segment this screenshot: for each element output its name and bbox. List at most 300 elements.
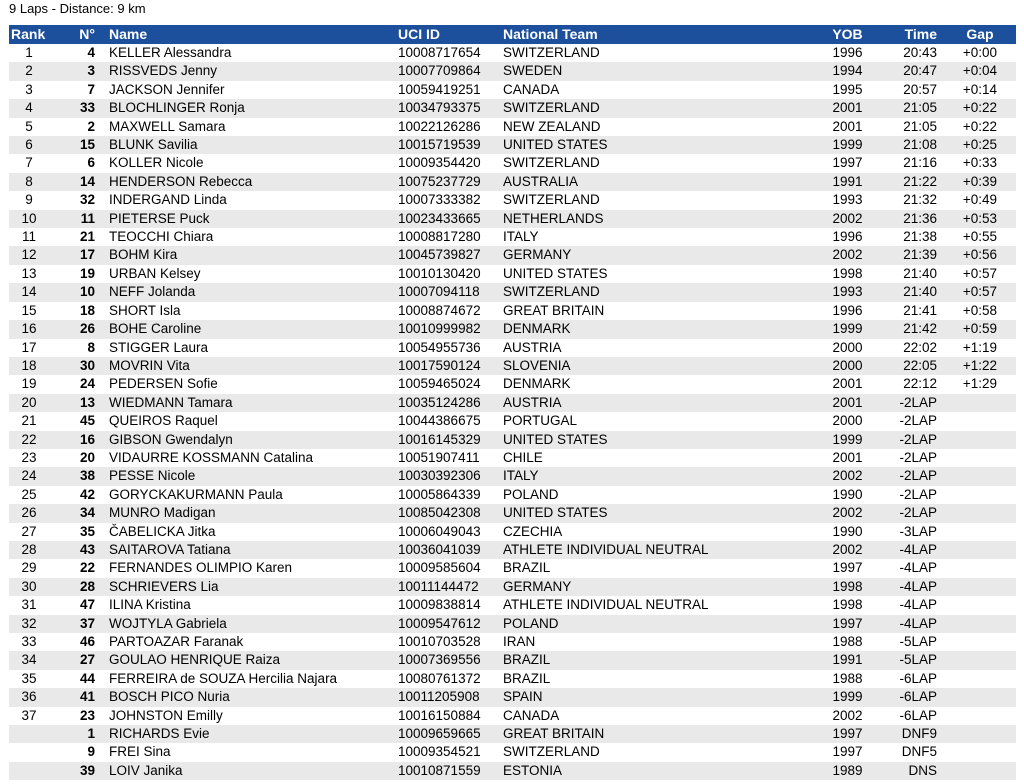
gap-cell: +0:25 <box>962 137 998 153</box>
national-team-cell: PORTUGAL <box>503 413 578 429</box>
time-cell: 21:08 <box>903 137 937 153</box>
uci-id-cell: 10007333382 <box>398 192 481 208</box>
time-cell: -2LAP <box>899 505 937 521</box>
rank-cell: 17 <box>21 339 37 355</box>
rank-cell: 6 <box>25 137 33 153</box>
gap-cell: +0:53 <box>962 210 998 226</box>
bib-cell: 44 <box>79 670 95 686</box>
name-cell: BOHE Caroline <box>109 321 202 337</box>
national-team-cell: GREAT BRITAIN <box>503 726 605 742</box>
rank-cell: 24 <box>21 468 37 484</box>
yob-cell: 1994 <box>832 63 863 79</box>
uci-id-cell: 10009838814 <box>398 597 481 613</box>
national-team-cell: CZECHIA <box>503 523 563 539</box>
time-cell: 22:12 <box>903 376 937 392</box>
name-cell: SHORT Isla <box>109 302 181 318</box>
rank-cell: 13 <box>21 265 37 281</box>
table-row <box>9 707 1016 725</box>
rank-cell: 29 <box>21 560 37 576</box>
time-cell: -6LAP <box>899 670 937 686</box>
gap-cell: +1:29 <box>962 376 998 392</box>
gap-cell <box>944 486 1016 504</box>
national-team-cell: BRAZIL <box>503 652 551 668</box>
national-team-cell: BRAZIL <box>503 560 551 576</box>
time-cell: 21:41 <box>903 302 937 318</box>
header-bib: N° <box>79 26 95 42</box>
time-cell: 20:57 <box>903 81 937 97</box>
time-cell: DNS <box>908 762 937 778</box>
national-team-cell: SWEDEN <box>503 63 563 79</box>
table-row <box>9 596 1016 614</box>
yob-cell: 1999 <box>832 431 863 447</box>
table-row <box>9 118 1016 136</box>
name-cell: TEOCCHI Chiara <box>109 229 214 245</box>
bib-cell: 9 <box>87 744 95 760</box>
name-cell: GOULAO HENRIQUE Raiza <box>109 652 281 668</box>
national-team-cell: IRAN <box>503 634 536 649</box>
table-row <box>9 633 1016 651</box>
rank-cell: 2 <box>25 63 33 79</box>
national-team-cell: BRAZIL <box>503 670 551 686</box>
rank-cell: 12 <box>21 247 37 263</box>
rank-cell: 37 <box>21 707 37 723</box>
uci-id-cell: 10009659665 <box>398 726 481 742</box>
rank-cell: 27 <box>21 523 37 539</box>
header-gap: Gap <box>966 26 994 42</box>
results-table <box>9 25 1016 780</box>
table-row <box>9 228 1016 246</box>
uci-id-cell: 10017590124 <box>398 357 481 373</box>
yob-cell: 1999 <box>832 321 863 337</box>
uci-id-cell: 10016145329 <box>398 431 481 447</box>
uci-id-cell: 10009354420 <box>398 155 481 171</box>
national-team-cell: CANADA <box>503 707 560 723</box>
yob-cell: 1991 <box>832 173 863 189</box>
national-team-cell: SPAIN <box>503 689 543 705</box>
yob-cell: 2002 <box>832 541 863 557</box>
national-team-cell: ATHLETE INDIVIDUAL NEUTRAL <box>503 597 709 613</box>
rank-cell: 36 <box>21 689 37 705</box>
time-cell: -2LAP <box>899 486 937 502</box>
table-header <box>9 25 1016 44</box>
bib-cell: 23 <box>79 707 95 723</box>
gap-cell <box>944 743 1016 761</box>
yob-cell: 2002 <box>832 247 863 263</box>
gap-cell <box>944 467 1016 485</box>
national-team-cell: DENMARK <box>503 321 571 337</box>
yob-cell: 1990 <box>832 523 863 539</box>
bib-cell: 33 <box>79 100 95 116</box>
national-team-cell: UNITED STATES <box>503 265 608 281</box>
gap-cell: +0:39 <box>962 173 998 189</box>
header-national-team: National Team <box>503 26 598 42</box>
national-team-cell: AUSTRIA <box>503 339 562 355</box>
yob-cell: 2002 <box>832 505 863 521</box>
yob-cell: 1996 <box>832 302 863 318</box>
uci-id-cell: 10051907411 <box>398 449 480 465</box>
national-team-cell: ITALY <box>503 468 539 484</box>
time-cell: -2LAP <box>899 468 937 484</box>
national-team-cell: SLOVENIA <box>503 357 571 373</box>
gap-cell <box>944 431 1016 449</box>
bib-cell: 10 <box>79 284 95 300</box>
yob-cell: 1988 <box>832 670 863 686</box>
table-row <box>9 302 1016 320</box>
uci-id-cell: 10045739827 <box>398 247 481 263</box>
name-cell: BLOCHLINGER Ronja <box>109 100 245 116</box>
gap-cell: +0:58 <box>962 302 998 318</box>
yob-cell: 2002 <box>832 468 863 484</box>
uci-id-cell: 10011205908 <box>398 689 480 705</box>
bib-cell: 34 <box>79 505 95 521</box>
time-cell: 21:38 <box>903 229 937 245</box>
yob-cell: 1998 <box>832 597 863 613</box>
yob-cell: 1998 <box>832 578 863 594</box>
bib-cell: 38 <box>79 468 95 484</box>
time-cell: DNF5 <box>901 744 937 760</box>
rank-cell: 21 <box>21 413 37 429</box>
gap-cell: +0:22 <box>962 100 998 116</box>
rank-cell: 15 <box>21 302 37 318</box>
rank-cell: 30 <box>21 578 37 594</box>
time-cell: -4LAP <box>899 615 937 631</box>
bib-cell: 19 <box>79 265 95 281</box>
table-row <box>9 265 1016 283</box>
header-name: Name <box>109 26 148 42</box>
time-cell: -3LAP <box>899 523 937 539</box>
table-row <box>9 320 1016 338</box>
table-row <box>9 578 1016 596</box>
bib-cell: 35 <box>79 523 95 539</box>
yob-cell: 2001 <box>832 118 863 134</box>
table-row <box>9 615 1016 633</box>
yob-cell: 2002 <box>832 210 863 226</box>
yob-cell: 1989 <box>832 762 863 778</box>
rank-cell: 1 <box>25 45 33 60</box>
national-team-cell: CANADA <box>503 81 560 97</box>
uci-id-cell: 10023433665 <box>398 210 481 226</box>
national-team-cell: POLAND <box>503 615 559 631</box>
national-team-cell: NETHERLANDS <box>503 210 604 226</box>
table-row <box>9 725 1016 743</box>
yob-cell: 1997 <box>832 560 863 576</box>
name-cell: FERNANDES OLIMPIO Karen <box>109 560 293 576</box>
national-team-cell: AUSTRALIA <box>503 173 579 189</box>
uci-id-cell: 10005864339 <box>398 486 481 502</box>
name-cell: KELLER Alessandra <box>109 45 232 60</box>
gap-cell <box>944 412 1016 430</box>
time-cell: 21:39 <box>903 247 937 263</box>
table-row <box>9 173 1016 191</box>
name-cell: WOJTYLA Gabriela <box>109 615 227 631</box>
rank-cell: 3 <box>25 81 33 97</box>
time-cell: 21:16 <box>903 155 937 171</box>
rank-cell: 19 <box>21 376 37 392</box>
gap-cell <box>944 578 1016 596</box>
table-row <box>9 283 1016 301</box>
time-cell: 20:47 <box>903 63 937 79</box>
name-cell: ČABELICKA Jitka <box>109 523 216 539</box>
rank-cell <box>9 743 49 761</box>
time-cell: -2LAP <box>899 394 937 410</box>
header-uci-id: UCI ID <box>398 26 440 42</box>
national-team-cell: ITALY <box>503 229 539 245</box>
uci-id-cell: 10035124286 <box>398 394 481 410</box>
name-cell: FERREIRA de SOUZA Hercilia Najara <box>109 670 338 686</box>
national-team-cell: SWITZERLAND <box>503 192 600 208</box>
gap-cell <box>944 523 1016 541</box>
uci-id-cell: 10008817280 <box>398 229 481 245</box>
table-row <box>9 762 1016 780</box>
table-row <box>9 486 1016 504</box>
bib-cell: 32 <box>79 192 95 208</box>
gap-cell: +0:57 <box>962 284 998 300</box>
rank-cell: 7 <box>25 155 33 171</box>
table-row <box>9 81 1016 99</box>
time-cell: -5LAP <box>899 634 937 649</box>
national-team-cell: UNITED STATES <box>503 137 608 153</box>
bib-cell: 26 <box>79 321 95 337</box>
time-cell: -4LAP <box>899 597 937 613</box>
yob-cell: 2000 <box>832 413 863 429</box>
time-cell: -2LAP <box>899 449 937 465</box>
bib-cell: 41 <box>79 689 95 705</box>
gap-cell <box>944 670 1016 688</box>
uci-id-cell: 10007709864 <box>398 63 481 79</box>
rank-cell: 23 <box>21 449 37 465</box>
gap-cell <box>944 596 1016 614</box>
bib-cell: 20 <box>79 449 95 465</box>
bib-cell: 24 <box>79 376 95 392</box>
national-team-cell: SWITZERLAND <box>503 45 600 60</box>
name-cell: NEFF Jolanda <box>109 284 196 300</box>
bib-cell: 16 <box>79 431 95 447</box>
rank-cell: 32 <box>21 615 37 631</box>
table-row <box>9 210 1016 228</box>
gap-cell: +0:59 <box>962 321 998 337</box>
name-cell: GIBSON Gwendalyn <box>109 431 233 447</box>
table-row <box>9 412 1016 430</box>
rank-cell: 20 <box>21 394 37 410</box>
table-row <box>9 688 1016 706</box>
time-cell: -2LAP <box>899 431 937 447</box>
name-cell: HENDERSON Rebecca <box>109 173 253 189</box>
rank-cell: 33 <box>21 634 37 649</box>
bib-cell: 3 <box>87 63 95 79</box>
rank-cell: 26 <box>21 505 37 521</box>
time-cell: 21:05 <box>903 118 937 134</box>
name-cell: BOSCH PICO Nuria <box>109 689 230 705</box>
time-cell: 21:40 <box>903 265 937 281</box>
table-row <box>9 670 1016 688</box>
yob-cell: 2000 <box>832 339 863 355</box>
yob-cell: 2002 <box>832 707 863 723</box>
rank-cell: 16 <box>21 321 37 337</box>
time-cell: 21:05 <box>903 100 937 116</box>
table-row <box>9 431 1016 449</box>
name-cell: FREI Sina <box>109 744 171 760</box>
bib-cell: 28 <box>79 578 95 594</box>
uci-id-cell: 10016150884 <box>398 707 481 723</box>
time-cell: 22:05 <box>903 357 937 373</box>
table-row <box>9 246 1016 264</box>
table-row <box>9 449 1016 467</box>
table-row <box>9 339 1016 357</box>
time-cell: 20:43 <box>903 45 937 60</box>
uci-id-cell: 10009354521 <box>398 744 481 760</box>
gap-cell: +0:22 <box>962 118 998 134</box>
bib-cell: 13 <box>79 394 95 410</box>
bib-cell: 43 <box>79 541 95 557</box>
rank-cell: 14 <box>21 284 37 300</box>
gap-cell <box>944 615 1016 633</box>
rank-cell <box>9 762 49 780</box>
rank-cell: 28 <box>21 541 37 557</box>
bib-cell: 30 <box>79 357 95 373</box>
rank-cell: 34 <box>21 652 37 668</box>
name-cell: LOIV Janika <box>109 762 183 778</box>
uci-id-cell: 10008874672 <box>398 302 481 318</box>
uci-id-cell: 10008717654 <box>398 45 481 60</box>
uci-id-cell: 10006049043 <box>398 523 481 539</box>
rank-cell: 9 <box>25 192 33 208</box>
header-time: Time <box>904 26 937 42</box>
yob-cell: 1997 <box>832 744 863 760</box>
yob-cell: 2001 <box>832 449 863 465</box>
uci-id-cell: 10036041039 <box>398 541 481 557</box>
gap-cell: +0:33 <box>962 155 998 171</box>
table-row <box>9 375 1016 393</box>
time-cell: 21:36 <box>903 210 937 226</box>
gap-cell <box>944 449 1016 467</box>
time-cell: -6LAP <box>899 707 937 723</box>
time-cell: -5LAP <box>899 652 937 668</box>
yob-cell: 2001 <box>832 394 863 410</box>
table-row <box>9 357 1016 375</box>
bib-cell: 46 <box>79 634 95 649</box>
name-cell: KOLLER Nicole <box>109 155 204 171</box>
gap-cell <box>944 707 1016 725</box>
table-row <box>9 394 1016 412</box>
table-row <box>9 651 1016 669</box>
time-cell: DNF9 <box>901 726 937 742</box>
national-team-cell: ATHLETE INDIVIDUAL NEUTRAL <box>503 541 709 557</box>
yob-cell: 1999 <box>832 137 863 153</box>
bib-cell: 42 <box>79 486 95 502</box>
gap-cell: +0:57 <box>962 265 998 281</box>
national-team-cell: UNITED STATES <box>503 505 608 521</box>
uci-id-cell: 10015719539 <box>398 137 481 153</box>
bib-cell: 47 <box>79 597 95 613</box>
national-team-cell: SWITZERLAND <box>503 284 600 300</box>
table-row <box>9 154 1016 172</box>
gap-cell <box>944 651 1016 669</box>
name-cell: QUEIROS Raquel <box>109 413 218 429</box>
bib-cell: 45 <box>79 413 95 429</box>
table-row <box>9 523 1016 541</box>
uci-id-cell: 10075237729 <box>398 173 481 189</box>
bib-cell: 22 <box>79 560 95 576</box>
uci-id-cell: 10007094118 <box>398 284 480 300</box>
yob-cell: 1997 <box>832 155 863 171</box>
uci-id-cell: 10011144472 <box>398 578 479 594</box>
gap-cell <box>944 633 1016 651</box>
table-row <box>9 136 1016 154</box>
time-cell: -2LAP <box>899 413 937 429</box>
national-team-cell: POLAND <box>503 486 559 502</box>
table-row <box>9 541 1016 559</box>
rank-cell: 25 <box>21 486 37 502</box>
bib-cell: 1 <box>87 726 95 742</box>
yob-cell: 1993 <box>832 284 863 300</box>
yob-cell: 1990 <box>832 486 863 502</box>
name-cell: VIDAURRE KOSSMANN Catalina <box>109 449 314 465</box>
bib-cell: 8 <box>87 339 95 355</box>
gap-cell <box>944 559 1016 577</box>
national-team-cell: ESTONIA <box>503 762 563 778</box>
name-cell: MOVRIN Vita <box>109 357 190 373</box>
name-cell: MAXWELL Samara <box>109 118 226 134</box>
rank-cell: 31 <box>21 597 37 613</box>
yob-cell: 1999 <box>832 689 863 705</box>
yob-cell: 2000 <box>832 357 863 373</box>
uci-id-cell: 10085042308 <box>398 505 481 521</box>
gap-cell: +1:19 <box>962 339 998 355</box>
rank-cell: 8 <box>25 173 33 189</box>
gap-cell: +0:00 <box>962 45 998 60</box>
name-cell: PESSE Nicole <box>109 468 196 484</box>
header-yob: YOB <box>832 26 863 42</box>
gap-cell: +0:14 <box>962 81 998 97</box>
time-cell: -4LAP <box>899 560 937 576</box>
bib-cell: 6 <box>87 155 95 171</box>
uci-id-cell: 10054955736 <box>398 339 481 355</box>
gap-cell: +0:55 <box>962 229 998 245</box>
bib-cell: 11 <box>80 210 95 226</box>
uci-id-cell: 10007369556 <box>398 652 481 668</box>
yob-cell: 1997 <box>832 615 863 631</box>
bib-cell: 14 <box>79 173 95 189</box>
name-cell: BLUNK Savilia <box>109 137 198 153</box>
gap-cell <box>944 725 1016 743</box>
table-row <box>9 62 1016 80</box>
uci-id-cell: 10044386675 <box>398 413 481 429</box>
time-cell: 21:40 <box>903 284 937 300</box>
name-cell: BOHM Kira <box>109 247 178 263</box>
bib-cell: 37 <box>79 615 95 631</box>
time-cell: -4LAP <box>899 578 937 594</box>
name-cell: MUNRO Madigan <box>109 505 216 521</box>
time-cell: 22:02 <box>903 339 937 355</box>
table-row <box>9 743 1016 761</box>
bib-cell: 15 <box>79 137 95 153</box>
name-cell: PEDERSEN Sofie <box>109 376 218 392</box>
uci-id-cell: 10010703528 <box>398 634 481 649</box>
rank-cell: 18 <box>21 357 37 373</box>
time-cell: 21:42 <box>903 321 937 337</box>
name-cell: SAITAROVA Tatiana <box>109 541 231 557</box>
gap-cell: +0:56 <box>962 247 998 263</box>
name-cell: PARTOAZAR Faranak <box>109 634 244 649</box>
gap-cell: +0:49 <box>962 192 998 208</box>
yob-cell: 1993 <box>832 192 863 208</box>
national-team-cell: DENMARK <box>503 376 571 392</box>
national-team-cell: SWITZERLAND <box>503 744 600 760</box>
race-subtitle: 9 Laps - Distance: 9 km <box>9 1 146 16</box>
uci-id-cell: 10010999982 <box>398 321 481 337</box>
header-rank: Rank <box>11 26 46 42</box>
yob-cell: 1996 <box>832 229 863 245</box>
